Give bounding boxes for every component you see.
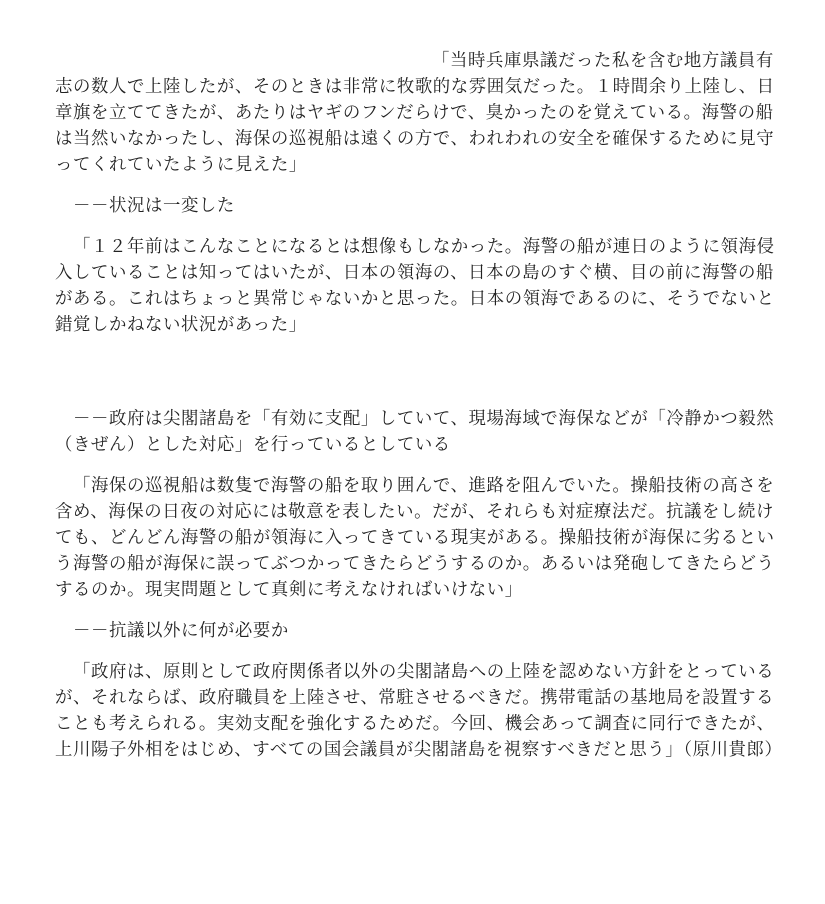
spacer [55,644,775,659]
spacer [55,603,775,618]
quote-paragraph-coast-guard: 「海保の巡視船は数隻で海警の船を取り囲んで、進路を阻んでいた。操船技術の高さを含め、海保の日夜の対応には敬意を表したい。だが、それらも対症療法だ。抗議をし続けても、どんどん海警の船が領海に入ってきている現実がある。操船技術が海保に劣るという海警の船が海保に誤ってぶつかってきたらどうするのか。あるいは発砲してきたらどうするのか。現実問題として真剣に考えなければいけない」 [55,476,775,600]
interview-question-situation: －－状況は一変した [73,196,235,216]
quote-paragraph-government-policy: 「政府は、原則として政府関係者以外の尖閣諸島への上陸を認めない方針をとっているが、それならば、政府職員を上陸させ、常駐させるべきだ。携帯電話の基地局を設置することも考えられる。実効支配を強化するためだ。今回、機会あって調査に同行できたが、上川陽子外相をはじめ、すべての国会議員が尖閣諸島を視察すべきだと思う」（原川貴郎） [55,662,783,760]
spacer [55,458,775,473]
spacer [55,219,775,234]
quote-paragraph-landing: 「当時兵庫県議だった私を含む地方議員有志の数人で上陸したが、そのときは非常に牧歌的な雰囲気だった。１時間余り上陸し、日章旗を立ててきたが、あたりはヤギのフンだらけで、臭かったのを覚えている。海警の船は当然いなかったし、海保の巡視船は遠くの方で、われわれの安全を確保するために見守ってくれていたように見えた」 [55,51,775,175]
quote-paragraph-12-years: 「１２年前はこんなことになるとは想像もしなかった。海警の船が連日のように領海侵入していることは知ってはいたが、日本の領海の、日本の島のすぐ横、目の前に海警の船がある。これはちょっと異常じゃないかと思った。日本の領海であるのに、そうでないと錯覚しかねない状況があった」 [55,237,775,335]
spacer [55,338,775,406]
spacer [55,178,775,193]
interview-question-what-needed: －－抗議以外に何が必要か [73,621,289,641]
article-body [55,48,783,763]
interview-question-government: －－政府は尖閣諸島を「有効に支配」していて、現場海域で海保などが「冷静かつ毅然（きぜん）とした対応」を行っているとしている [55,409,775,455]
